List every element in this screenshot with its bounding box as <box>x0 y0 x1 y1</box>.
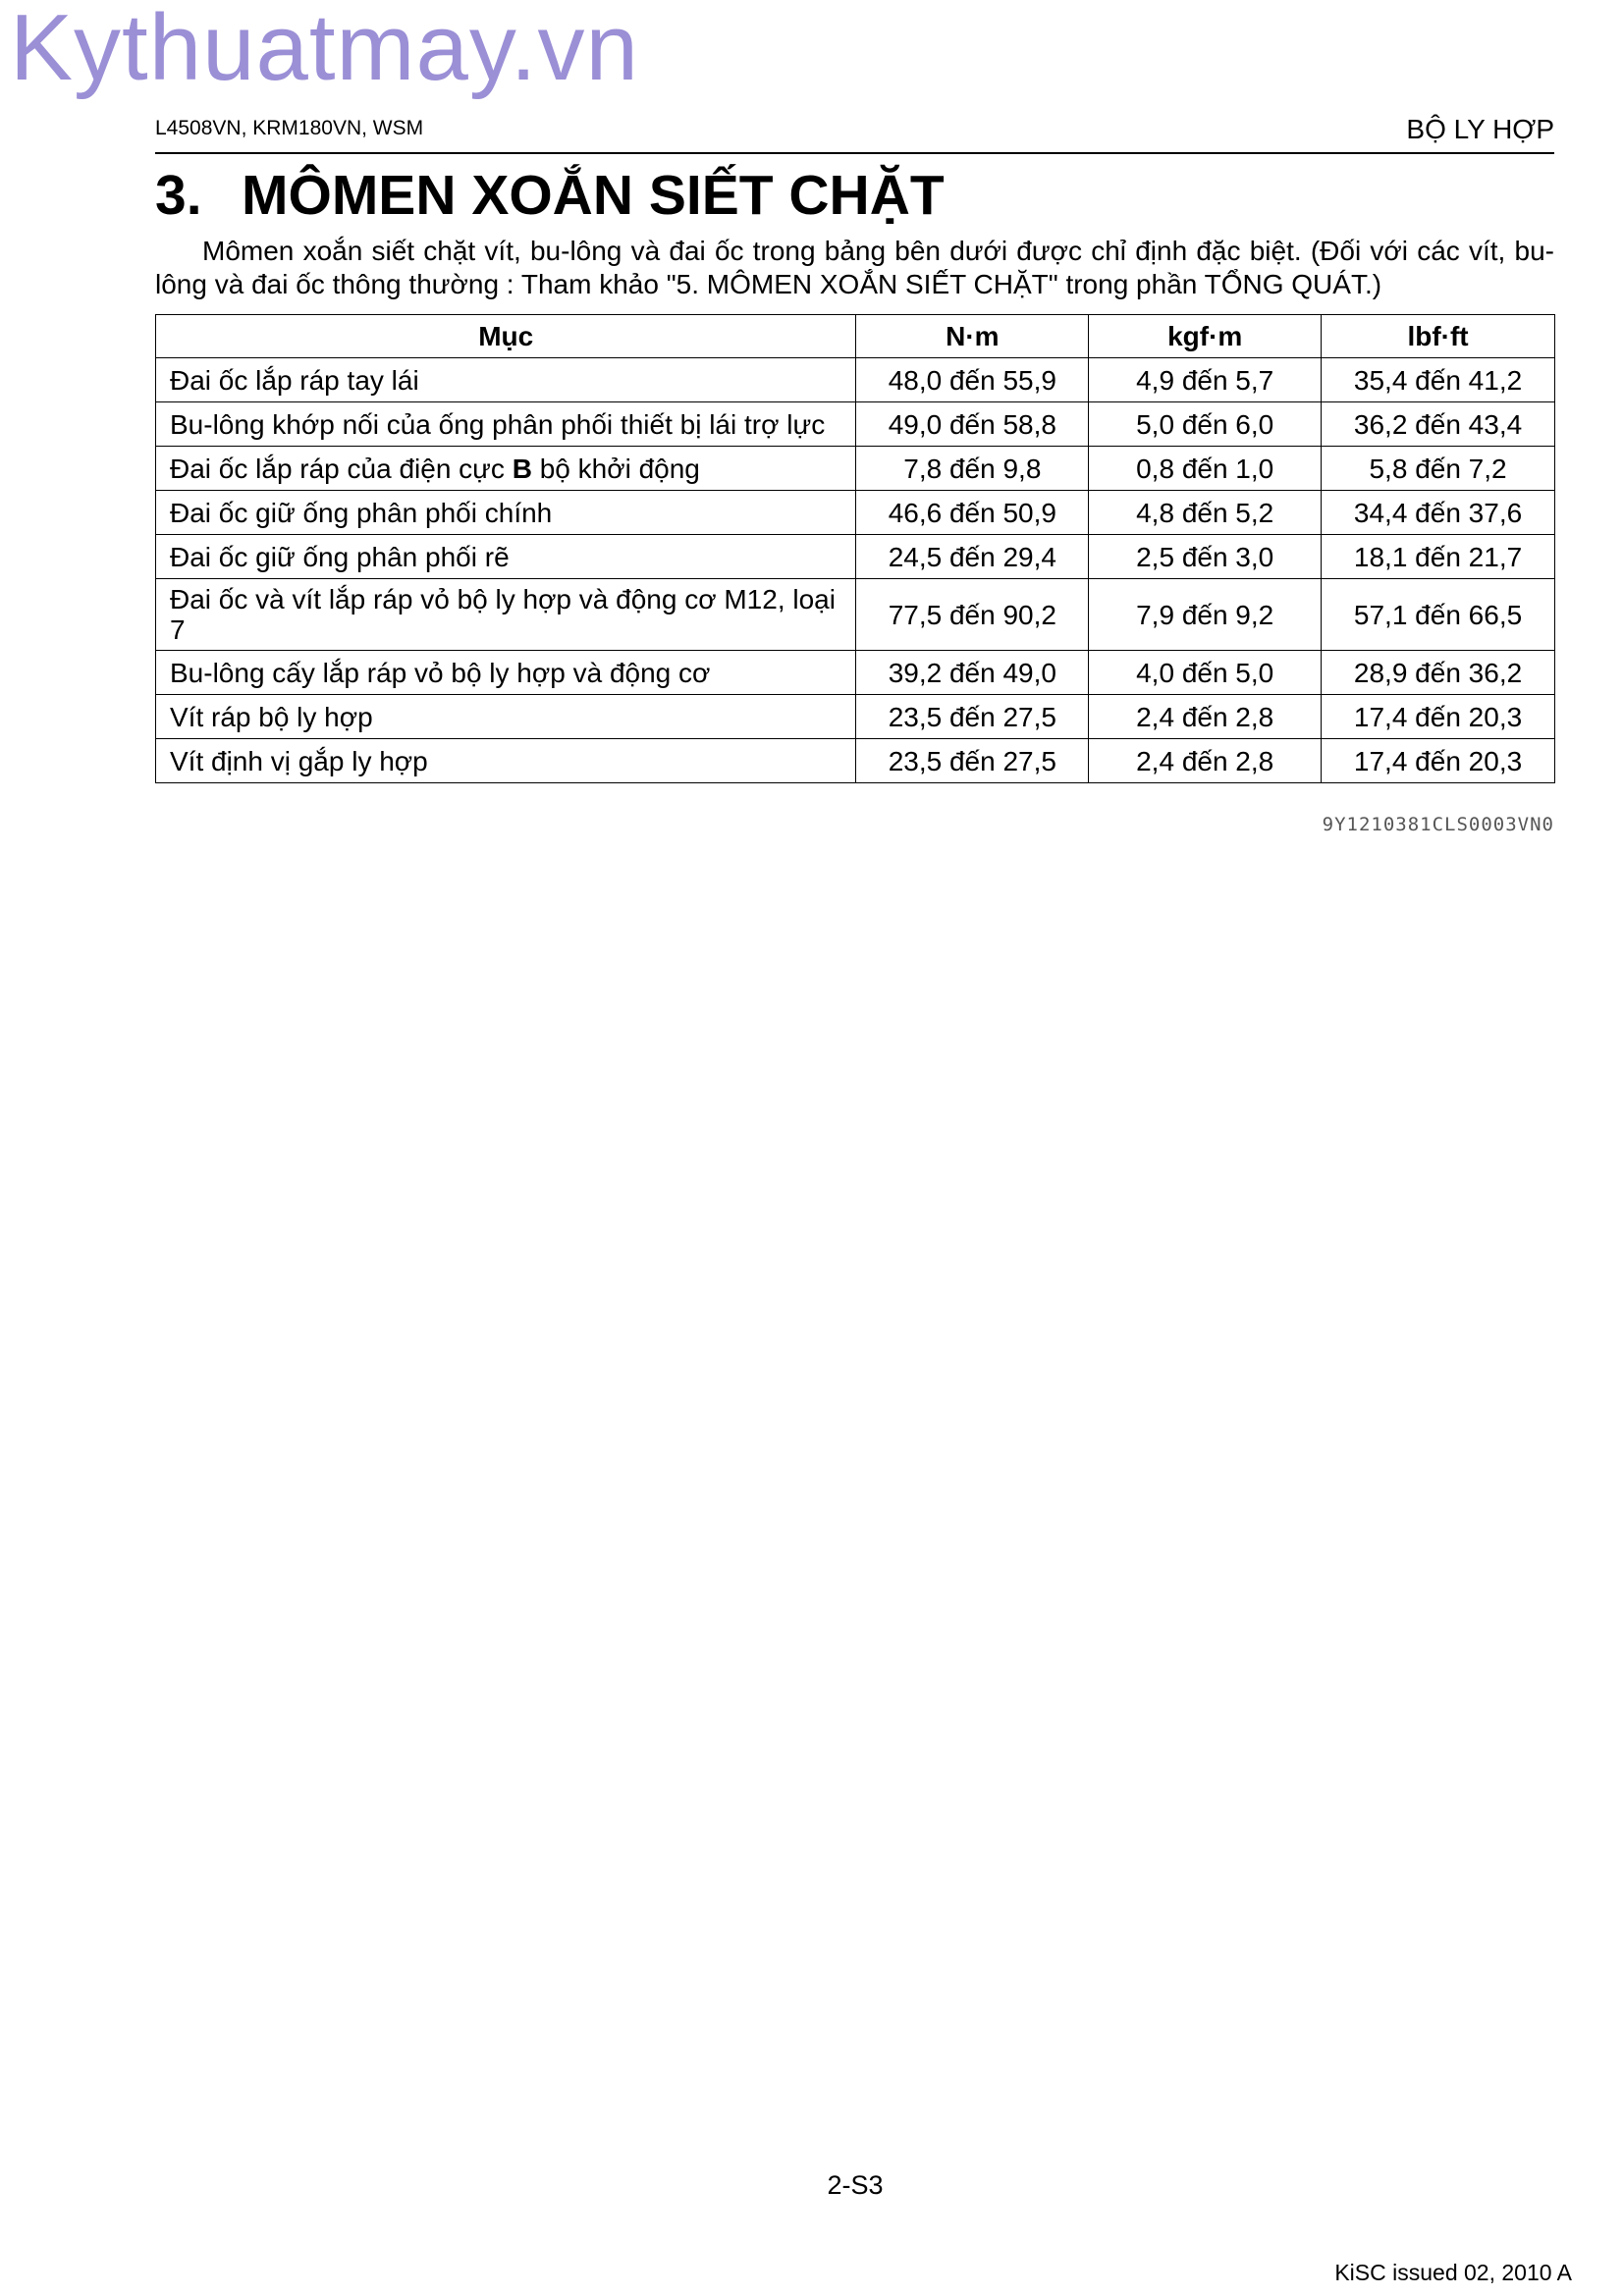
cell-nm: 77,5 đến 90,2 <box>856 579 1089 651</box>
cell-kgfm: 2,5 đến 3,0 <box>1089 535 1322 579</box>
cell-item-text: Đai ốc lắp ráp của điện cực <box>170 453 513 484</box>
column-header-lbfft: lbf·ft <box>1322 315 1555 358</box>
cell-kgfm: 4,0 đến 5,0 <box>1089 651 1322 695</box>
cell-kgfm: 5,0 đến 6,0 <box>1089 402 1322 447</box>
cell-kgfm: 0,8 đến 1,0 <box>1089 447 1322 491</box>
cell-nm: 23,5 đến 27,5 <box>856 739 1089 783</box>
cell-item: Đai ốc giữ ống phân phối rẽ <box>156 535 856 579</box>
cell-lbfft: 17,4 đến 20,3 <box>1322 739 1555 783</box>
watermark-logo: Kythuatmay.vn <box>10 0 639 100</box>
terminal-label: B <box>512 453 532 484</box>
cell-lbfft: 35,4 đến 41,2 <box>1322 358 1555 402</box>
cell-lbfft: 5,8 đến 7,2 <box>1322 447 1555 491</box>
cell-nm: 46,6 đến 50,9 <box>856 491 1089 535</box>
cell-lbfft: 57,1 đến 66,5 <box>1322 579 1555 651</box>
column-header-kgfm: kgf·m <box>1089 315 1322 358</box>
cell-kgfm: 2,4 đến 2,8 <box>1089 739 1322 783</box>
cell-kgfm: 7,9 đến 9,2 <box>1089 579 1322 651</box>
issue-note: KiSC issued 02, 2010 A <box>1334 2260 1572 2285</box>
cell-lbfft: 34,4 đến 37,6 <box>1322 491 1555 535</box>
cell-lbfft: 17,4 đến 20,3 <box>1322 695 1555 739</box>
table-row <box>156 739 1555 783</box>
header-divider <box>155 152 1554 154</box>
header-section-title: BỘ LY HỢP <box>1406 114 1554 144</box>
intro-paragraph: Mômen xoắn siết chặt vít, bu-lông và đai ốc trong bảng bên dưới được chỉ định đặc biệt. (Đối với các vít, bu-lông và đai ốc thông thường : Tham khảo "5. MÔMEN XOẮN SIẾT CHẶT" trong phần TỔNG QUÁT.) <box>155 236 1554 299</box>
torque-table <box>155 314 1555 783</box>
cell-kgfm: 4,8 đến 5,2 <box>1089 491 1322 535</box>
document-code: 9Y1210381CLS0003VN0 <box>1322 814 1554 835</box>
table-row <box>156 358 1555 402</box>
table-row <box>156 447 1555 491</box>
table-row <box>156 579 1555 651</box>
column-header-nm: N·m <box>856 315 1089 358</box>
table-row <box>156 535 1555 579</box>
cell-kgfm: 4,9 đến 5,7 <box>1089 358 1322 402</box>
table-row <box>156 402 1555 447</box>
section-number: 3. <box>155 164 202 227</box>
cell-nm: 23,5 đến 27,5 <box>856 695 1089 739</box>
cell-item: Vít ráp bộ ly hợp <box>156 695 856 739</box>
section-title-text: MÔMEN XOẮN SIẾT CHẶT <box>242 164 945 227</box>
cell-nm: 7,8 đến 9,8 <box>856 447 1089 491</box>
table-row <box>156 491 1555 535</box>
column-header-item: Mục <box>156 315 856 358</box>
cell-item-text: bộ khởi động <box>531 453 700 484</box>
cell-lbfft: 28,9 đến 36,2 <box>1322 651 1555 695</box>
cell-nm: 24,5 đến 29,4 <box>856 535 1089 579</box>
cell-nm: 39,2 đến 49,0 <box>856 651 1089 695</box>
cell-item: Đai ốc và vít lắp ráp vỏ bộ ly hợp và động cơ M12, loại 7 <box>156 579 856 651</box>
cell-kgfm: 2,4 đến 2,8 <box>1089 695 1322 739</box>
cell-nm: 48,0 đến 55,9 <box>856 358 1089 402</box>
cell-nm: 49,0 đến 58,8 <box>856 402 1089 447</box>
cell-item: Đai ốc lắp ráp tay lái <box>156 358 856 402</box>
cell-item: Vít định vị gắp ly hợp <box>156 739 856 783</box>
cell-lbfft: 36,2 đến 43,4 <box>1322 402 1555 447</box>
table-row <box>156 695 1555 739</box>
section-title <box>155 163 945 228</box>
page-number: 2-S3 <box>827 2170 884 2200</box>
table-row <box>156 651 1555 695</box>
header-models: L4508VN, KRM180VN, WSM <box>155 117 424 139</box>
cell-item <box>156 447 856 491</box>
cell-item: Bu-lông cấy lắp ráp vỏ bộ ly hợp và động cơ <box>156 651 856 695</box>
cell-lbfft: 18,1 đến 21,7 <box>1322 535 1555 579</box>
cell-item: Bu-lông khớp nối của ống phân phối thiết bị lái trợ lực <box>156 402 856 447</box>
table-header-row <box>156 315 1555 358</box>
cell-item: Đai ốc giữ ống phân phối chính <box>156 491 856 535</box>
